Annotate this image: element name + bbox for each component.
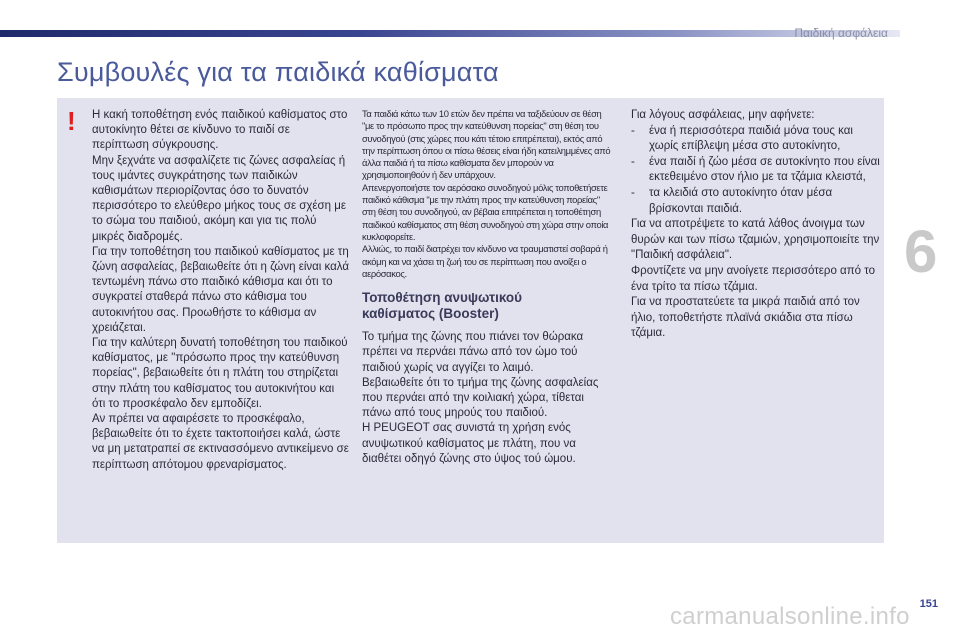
booster-paragraph: Το τμήμα της ζώνης που πιάνει τον θώρακα πρέπει να περνάει πάνω από τον ώμο τού παιδιού χωρίς να αγγίζει το λαιμό. [362, 331, 584, 374]
booster-paragraph: Βεβαιωθείτε ότι το τμήμα της ζώνης ασφαλείας που περνάει από την κοιλιακή χώρα, τίθεται πάνω από τους μηρούς του παιδιού. [362, 376, 599, 420]
col3-paragraph: Φροντίζετε να μην ανοίγετε περισσότερο από το ένα τρίτο τα πίσω τζάμια. [631, 264, 876, 293]
warning-icon: ! [67, 106, 76, 136]
col1-paragraph: Για την καλύτερη δυνατή τοποθέτηση του παιδικού καθίσματος, με "πρόσωπο προς την κατεύθυνση πορείας", βεβαιωθείτε ότι η πλάτη του στηρίζεται στην πλάτη του καθίσματος του αυτοκινήτου και ότι το προσκέφαλο δεν εμποδίζει. [92, 337, 348, 410]
col3-paragraph: Για να προστατεύετε τα μικρά παιδιά από τον ήλιο, τοποθετήστε πλαϊνά σκιάδια στα πίσω τζάμια. [631, 296, 860, 340]
column-1 [92, 108, 350, 473]
col1-paragraph: Για την τοποθέτηση του παιδικού καθίσματος με τη ζώνη ασφαλείας, βεβαιωθείτε ότι η ζώνη είναι καλά τεντωμένη πάνω στο παιδικό κάθισμα και ότι το συγκρατεί σταθερά πάνω στο κάθισμα του αυτοκινήτου σας. Προωθήστε το κάθισμα αν χρειάζεται. [92, 245, 350, 334]
col2-paragraph: Τα παιδιά κάτω των 10 ετών δεν πρέπει να ταξιδεύουν σε θέση "με το πρόσωπο προς την κατεύθυνση πορείας" στη θέση του συνοδηγού (στις χώρες που κάτι τέτοιο επιτρέπεται), εκτός από την περίπτωση όπου οι πίσω θέσεις είναι ήδη κατειλημμένες από άλλα παιδιά ή τα πίσω καθίσματα δεν μπορούν να χρησιμοποιηθούν ή δεν υπάρχουν. [362, 108, 611, 181]
col1-paragraph: Η κακή τοποθέτηση ενός παιδικού καθίσματος στο αυτοκίνητο θέτει σε κίνδυνο το παιδί σε περίπτωση σύγκρουσης. [92, 109, 348, 152]
column-2 [362, 108, 614, 467]
col3-intro: Για λόγους ασφάλειας, μην αφήνετε: [631, 109, 815, 121]
column-3 [631, 108, 881, 342]
page-number: 151 [919, 598, 938, 610]
watermark: carmanualsonline.info [670, 603, 910, 630]
booster-heading-line: καθίσματος (Booster) [362, 306, 499, 322]
booster-heading [362, 290, 614, 322]
col2-paragraph: Αλλιώς, το παιδί διατρέχει τον κίνδυνο να τραυματιστεί σοβαρά ή ακόμη και να χάσει τη ζωή του σε περίπτωση που ανοίξει ο αερόσακος. [362, 243, 608, 279]
page-title: Συμβουλές για τα παιδικά καθίσματα [57, 57, 499, 87]
list-item: - ένα ή περισσότερα παιδιά μόνα τους και χωρίς επίβλεψη μέσα στο αυτοκίνητο, [631, 124, 881, 155]
section-label: Παιδική ασφάλεια [794, 26, 888, 40]
safety-list [631, 124, 881, 218]
col1-paragraph: Μην ξεχνάτε να ασφαλίζετε τις ζώνες ασφαλείας ή τους ιμάντες συγκράτησης των παιδικών καθισμάτων περιορίζοντας όσο το δυνατόν περισσότερο το ελεύθερο μήκος τους σε σχέση με το σώμα του παιδιού, ακόμη και για τις πολύ μικρές διαδρομές. [92, 154, 346, 243]
header-accent-bar [0, 30, 900, 37]
col3-paragraph: Για να αποτρέψετε το κατά λάθος άνοιγμα των θυρών και των πίσω τζαμιών, χρησιμοποιείτε την "Παιδική ασφάλεια". [631, 218, 880, 262]
col2-paragraph: Απενεργοποιήστε τον αερόσακο συνοδηγού μόλις τοποθετήσετε παιδικό κάθισμα "με την πλάτη προς την κατεύθυνση πορείας" στη θέση του συνοδηγού, αν βέβαια επιτρέπεται η τοποθέτηση παιδικού καθίσματος στη θέση συνοδηγού στη χώρα στην οποία κυκλοφορείτε. [362, 181, 609, 242]
chapter-number: 6 [904, 218, 938, 285]
list-item: - ένα παιδί ή ζώο μέσα σε αυτοκίνητο που είναι εκτεθειμένο στον ήλιο με τα τζάμια κλειστά, [631, 155, 881, 186]
booster-heading-line: Τοποθέτηση ανυψωτικού [362, 290, 523, 306]
booster-paragraph: Η PEUGEOT σας συνιστά τη χρήση ενός ανυψωτικού καθίσματος με πλάτη, που να διαθέτει οδηγό ζώνης στο ύψος τού ώμου. [362, 422, 576, 465]
col1-paragraph: Αν πρέπει να αφαιρέσετε το προσκέφαλο, βεβαιωθείτε ότι το έχετε τακτοποιήσει καλά, ώστε να μη μετατραπεί σε εκτινασσόμενο αντικείμενο σε περίπτωση απότομου φρεναρίσματος. [92, 413, 349, 471]
list-item: - τα κλειδιά στο αυτοκίνητο όταν μέσα βρίσκονται παιδιά. [631, 186, 881, 217]
